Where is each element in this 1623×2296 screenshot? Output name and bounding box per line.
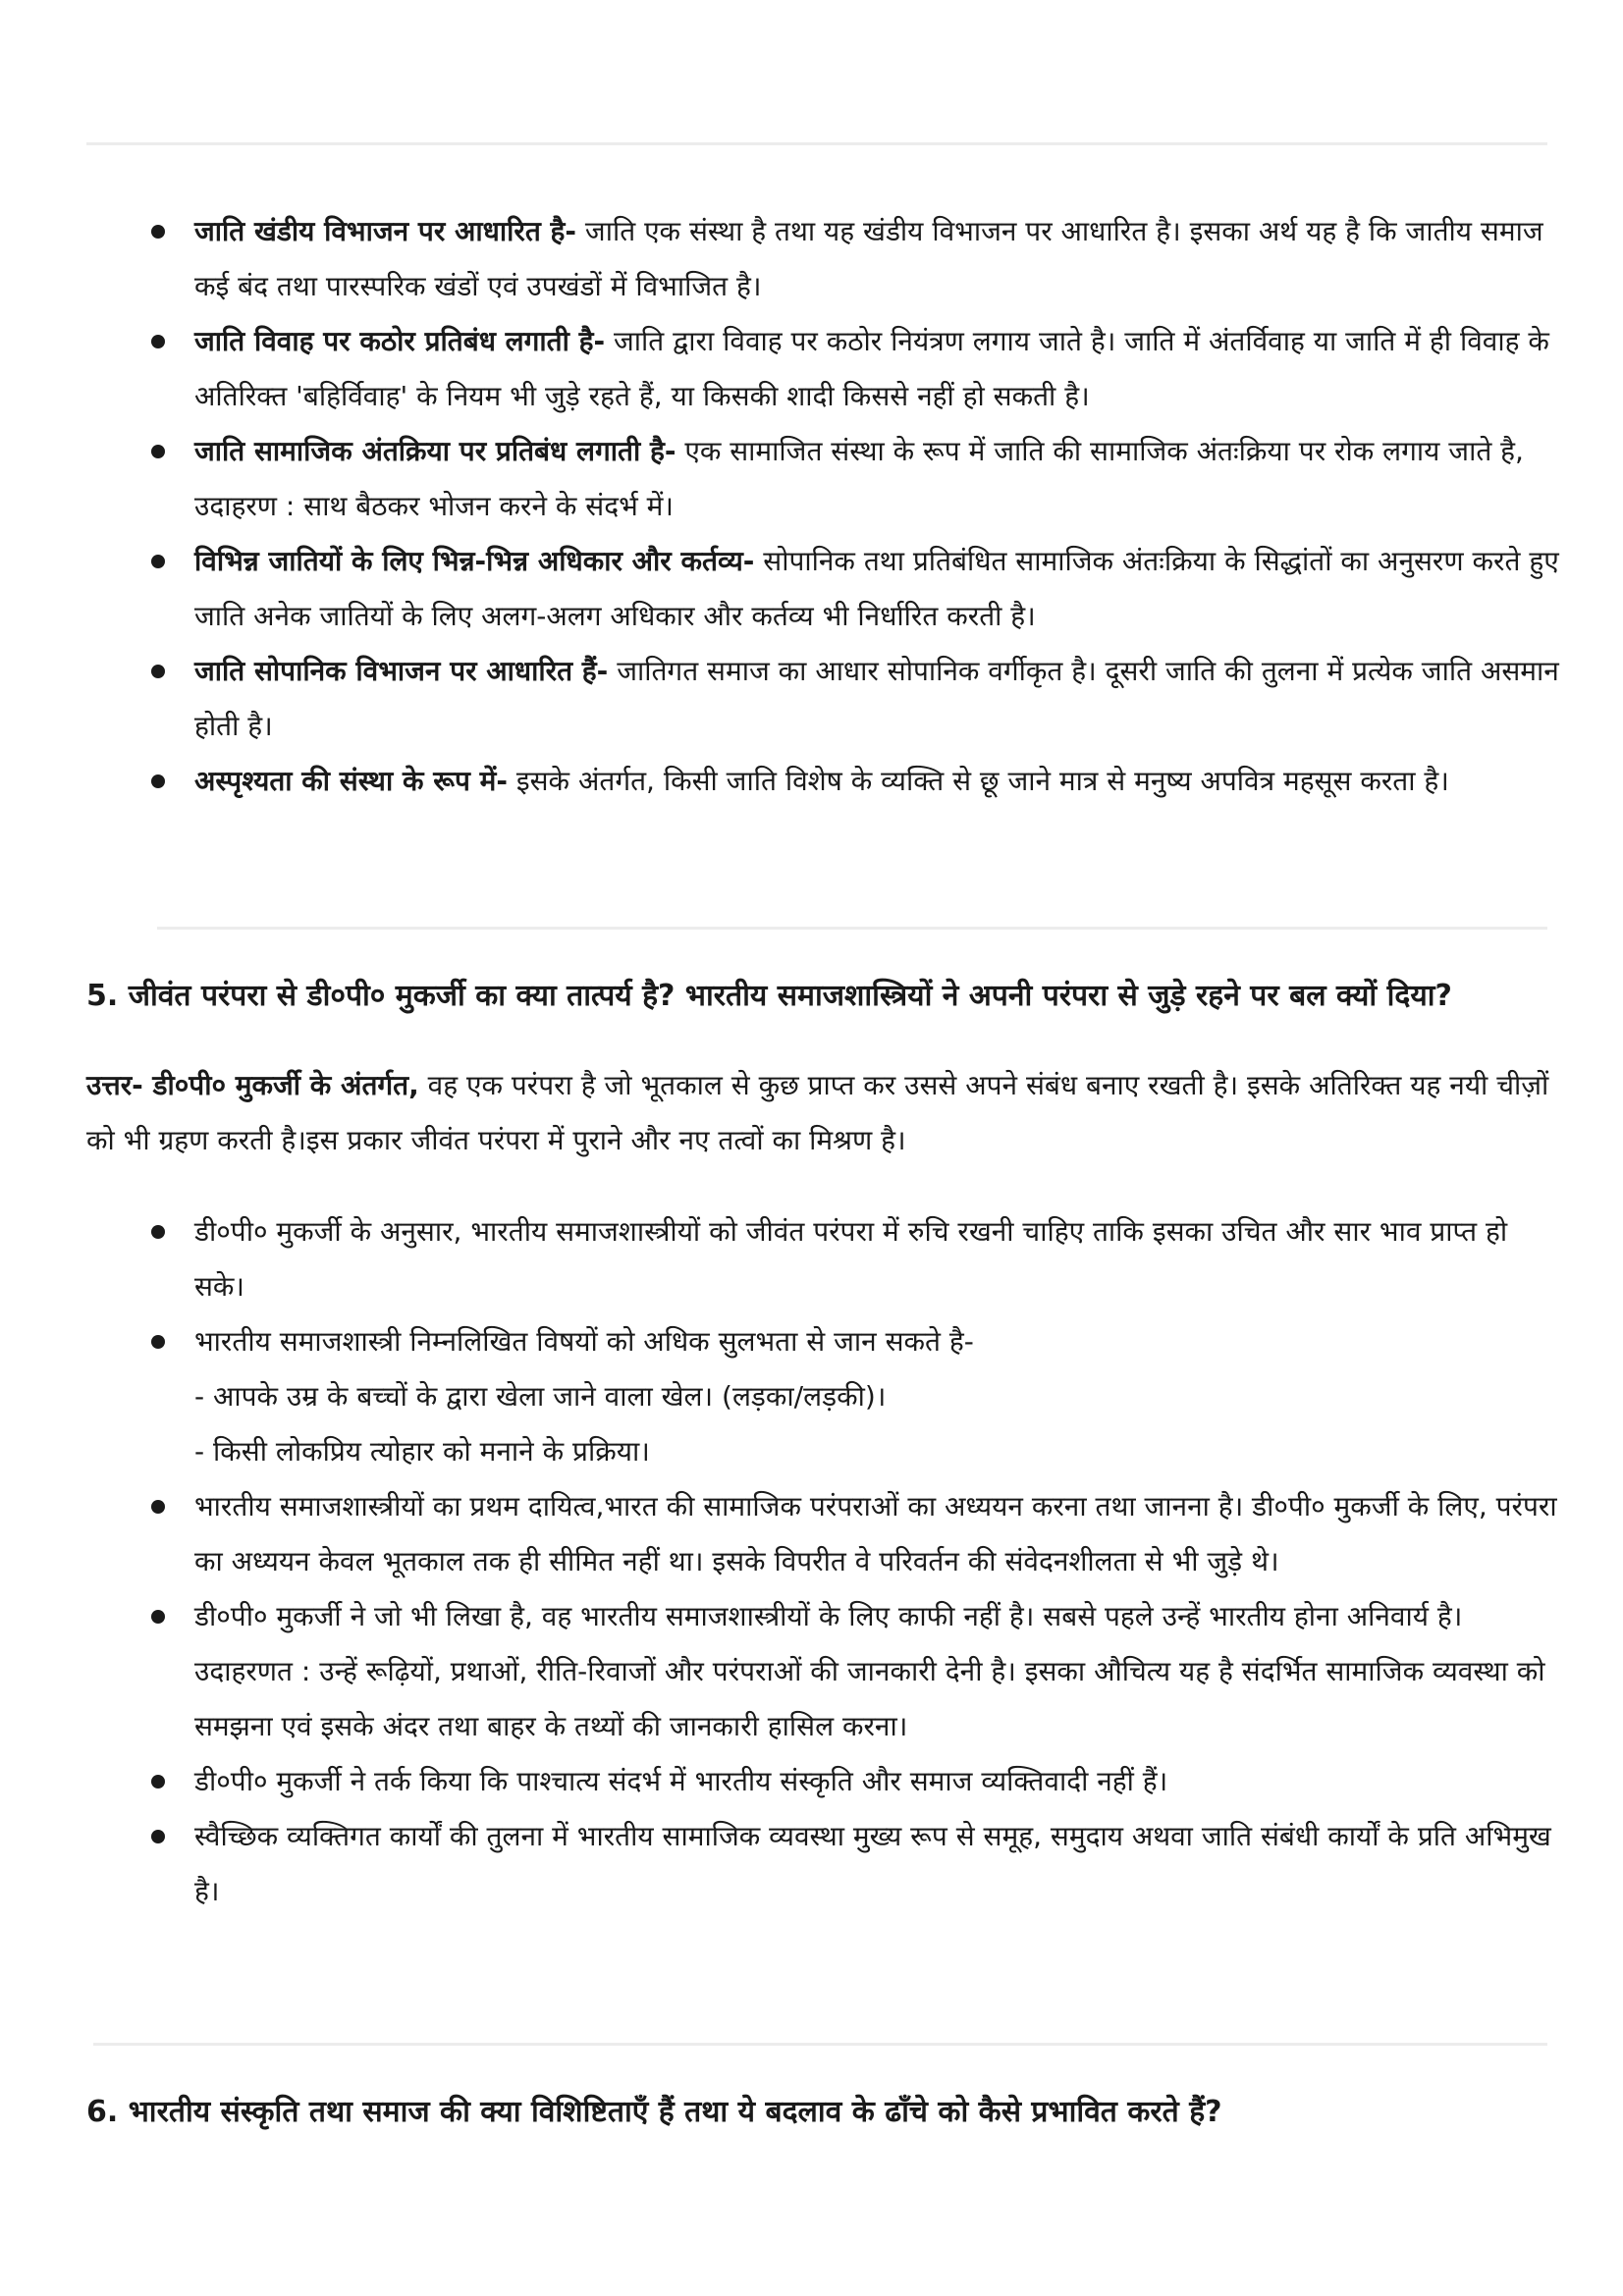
list-item [147,204,1561,314]
list-item [147,314,1561,424]
list-item [147,1479,1561,1589]
item-text: भारतीय समाजशास्त्री निम्नलिखित विषयों को अधिक सुलभता से जान सकते है- [194,1325,974,1358]
bullet-icon [151,555,165,568]
bullet-icon [151,1335,165,1349]
list-item [147,1809,1561,1919]
bullet-icon [151,774,165,788]
list-item [147,754,1561,809]
bullet-icon [151,1500,165,1514]
list-item [147,1589,1561,1754]
caste-features-list [147,204,1561,809]
bullet-icon [151,1830,165,1843]
item-text: स्वैच्छिक व्यक्तिगत कार्यों की तुलना में भारतीय सामाजिक व्यवस्था मुख्य रूप से समूह, समुदाय अथवा जाति संबंधी कार्यों के प्रति अभिमुख है। [194,1820,1551,1907]
item-heading: जाति सामाजिक अंतक्रिया पर प्रतिबंध लगाती है- [194,435,676,467]
item-text: जाति द्वारा विवाह पर कठोर नियंत्रण लगाय जाते है। जाति में अंतर्विवाह या जाति में ही विवाह के अतिरिक्त 'बहिर्विवाह' के नियम भी जुड़े रहते हैं, या किसकी शादी किससे नहीं हो सकती है। [194,325,1549,412]
item-text: डी०पी० मुकर्जी ने जो भी लिखा है, वह भारतीय समाजशास्त्रीयों के लिए काफी नहीं है। सबसे पहले उन्हें भारतीय होना अनिवार्य है। उदाहरणत : उन्हें रूढ़ियों, प्रथाओं, रीति-रिवाजों और परंपराओं की जानकारी देनी है। इसका औचित्य यह है संदर्भित सामाजिक व्यवस्था को समझना एवं इसके अंदर तथा बाहर के तथ्यों की जानकारी हासिल करना। [194,1600,1545,1742]
item-heading: जाति विवाह पर कठोर प्रतिबंध लगाती है- [194,325,606,357]
answer-text: वह एक परंपरा है जो भूतकाल से कुछ प्राप्त कर उससे अपने संबंध बनाए रखती है। इसके अतिरिक्त यह नयी चीज़ों को भी ग्रहण करती है।इस प्रकार जीवंत परंपरा में पुराने और नए तत्वों का मिश्रण है। [86,1069,1549,1156]
list-item [147,1754,1561,1809]
item-text: डी०पी० मुकर्जी ने तर्क किया कि पाश्चात्य संदर्भ में भारतीय संस्कृति और समाज व्यक्तिवादी नहीं हैं। [194,1765,1168,1797]
item-text: सोपानिक तथा प्रतिबंधित सामाजिक अंतःक्रिया के सिद्धांतों का अनुसरण करते हुए जाति अनेक जातियों के लिए अलग-अलग अधिकार और कर्तव्य भी निर्धारित करती है। [194,545,1559,632]
question-heading: 6. भारतीय संस्कृति तथा समाज की क्या विशिष्टिताएँ हैं तथा ये बदलाव के ढाँचे को कैसे प्रभावित करते हैं? [86,2095,1222,2129]
answer-points-list [147,1204,1561,1919]
divider [93,2043,1547,2046]
item-text: डी०पी० मुकर्जी के अनुसार, भारतीय समाजशास्त्रीयों को जीवंत परंपरा में रुचि रखनी चाहिए ताकि इसका उचित और सार भाव प्राप्त हो सके। [194,1215,1508,1303]
bullet-icon [151,1225,165,1239]
bullet-icon [151,445,165,458]
item-heading: जाति खंडीय विभाजन पर आधारित है- [194,215,577,247]
divider [157,927,1547,930]
list-item [147,644,1561,754]
bullet-icon [151,335,165,348]
item-heading: अस्पृश्यता की संस्था के रूप में- [194,765,508,797]
bullet-icon [151,225,165,239]
answer-paragraph [86,1058,1559,1168]
item-text: जाति एक संस्था है तथा यह खंडीय विभाजन पर आधारित है। इसका अर्थ यह है कि जातीय समाज कई बंद तथा पारस्परिक खंडों एवं उपखंडों में विभाजित है। [194,215,1543,302]
question-heading: 5. जीवंत परंपरा से डी०पी० मुकर्जी का क्या तात्पर्य है? भारतीय समाजशास्त्रियों ने अपनी परंपरा से जुड़े रहने पर बल क्यों दिया? [86,979,1452,1013]
list-item [147,1314,1561,1479]
list-item [147,1204,1561,1314]
item-heading: जाति सोपानिक विभाजन पर आधारित हैं- [194,655,609,687]
item-heading: विभिन्न जातियों के लिए भिन्न-भिन्न अधिकार और कर्तव्य- [194,545,755,577]
answer-label: उत्तर- डी०पी० मुकर्जी के अंतर्गत, [86,1069,419,1101]
list-item [147,534,1561,644]
list-item [147,424,1561,534]
bullet-icon [151,1610,165,1624]
bullet-icon [151,665,165,678]
sub-item: - आपके उम्र के बच्चों के द्वारा खेला जाने वाला खेल। (लड़का/लड़की)। [194,1380,887,1413]
bullet-icon [151,1775,165,1789]
item-text: इसके अंतर्गत, किसी जाति विशेष के व्यक्ति से छू जाने मात्र से मनुष्य अपवित्र महसूस करता है। [507,765,1449,797]
divider [86,142,1547,145]
item-text: एक सामाजित संस्था के रूप में जाति की सामाजिक अंतःक्रिया पर रोक लगाय जाते है, उदाहरण : साथ बैठकर भोजन करने के संदर्भ में। [194,435,1524,522]
item-text: भारतीय समाजशास्त्रीयों का प्रथम दायित्व,भारत की सामाजिक परंपराओं का अध्ययन करना तथा जानना है। डी०पी० मुकर्जी के लिए, परंपरा का अध्ययन केवल भूतकाल तक ही सीमित नहीं था। इसके विपरीत वे परिवर्तन की संवेदनशीलता से भी जुड़े थे। [194,1490,1557,1577]
sub-item: - किसी लोकप्रिय त्योहार को मनाने के प्रक्रिया। [194,1435,650,1468]
item-text: जातिगत समाज का आधार सोपानिक वर्गीकृत है। दूसरी जाति की तुलना में प्रत्येक जाति असमान होती है। [194,655,1559,742]
